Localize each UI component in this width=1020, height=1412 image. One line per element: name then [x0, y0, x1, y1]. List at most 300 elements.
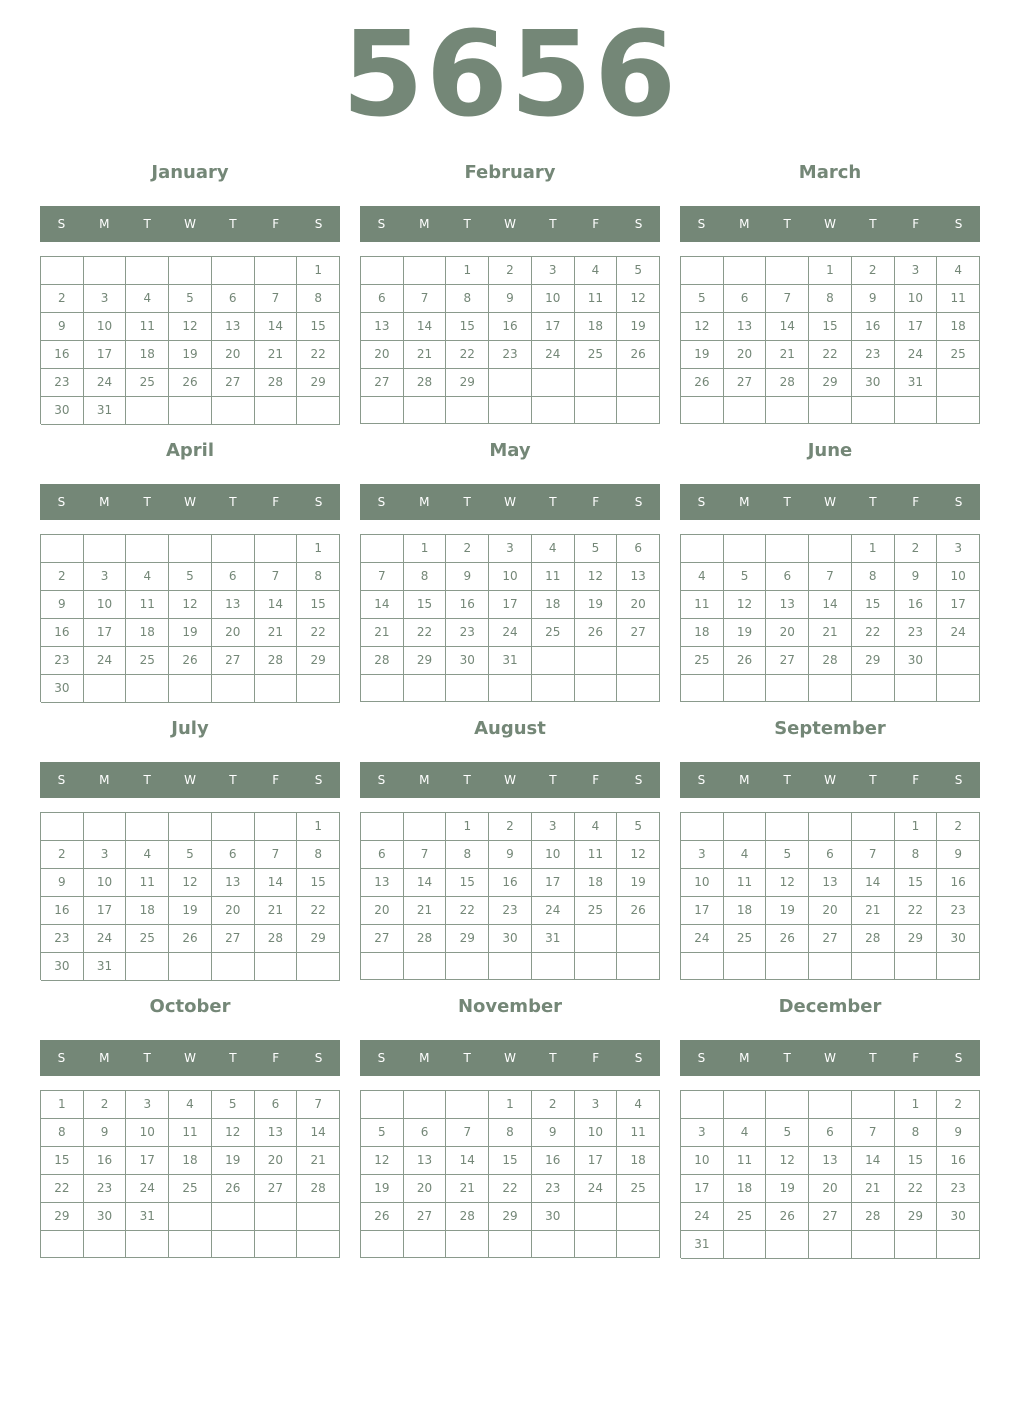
day-cell: 19 [766, 1175, 809, 1203]
day-cell: 21 [446, 1175, 489, 1203]
day-cell: 16 [532, 1147, 575, 1175]
day-cell: 5 [575, 535, 618, 563]
day-cell [126, 813, 169, 841]
day-cell: 31 [489, 647, 532, 675]
day-cell: 3 [895, 257, 938, 285]
day-cell: 17 [84, 341, 127, 369]
weekday-label: T [229, 773, 237, 787]
weekday-label: T [229, 1051, 237, 1065]
day-cell: 24 [84, 925, 127, 953]
day-cell [937, 647, 980, 675]
weekday-header [680, 1040, 980, 1076]
day-cell [724, 1091, 767, 1119]
day-cell: 25 [575, 341, 618, 369]
day-cell: 6 [404, 1119, 447, 1147]
day-cell: 3 [84, 285, 127, 313]
day-cell: 29 [404, 647, 447, 675]
day-cell [852, 675, 895, 702]
weekday-label: T [549, 217, 557, 231]
day-cell: 16 [41, 897, 84, 925]
day-cell: 14 [404, 869, 447, 897]
day-cell [617, 953, 660, 980]
day-cell: 27 [212, 647, 255, 675]
weekday-label: S [314, 217, 323, 231]
day-cell [575, 369, 618, 397]
day-cell [937, 1231, 980, 1259]
day-grid [40, 256, 340, 424]
weekday-label: T [463, 495, 471, 509]
day-cell [766, 535, 809, 563]
day-cell [446, 1091, 489, 1119]
day-cell: 23 [852, 341, 895, 369]
day-cell [255, 675, 298, 703]
weekday-header [680, 762, 980, 798]
day-cell: 8 [489, 1119, 532, 1147]
day-cell: 23 [41, 369, 84, 397]
day-cell: 30 [895, 647, 938, 675]
day-cell: 3 [84, 841, 127, 869]
day-cell [297, 675, 340, 703]
weekday-label: S [377, 773, 386, 787]
weekday-label: T [549, 1051, 557, 1065]
day-cell [297, 953, 340, 981]
day-cell: 17 [84, 619, 127, 647]
day-cell: 14 [446, 1147, 489, 1175]
weekday-label: S [57, 1051, 66, 1065]
month-name: August [474, 718, 546, 739]
day-cell: 17 [895, 313, 938, 341]
day-cell: 30 [446, 647, 489, 675]
day-cell: 7 [766, 285, 809, 313]
day-cell [404, 1231, 447, 1258]
day-cell: 22 [41, 1175, 84, 1203]
day-cell: 1 [489, 1091, 532, 1119]
day-cell: 19 [169, 619, 212, 647]
weekday-header [680, 484, 980, 520]
day-cell [41, 257, 84, 285]
day-cell: 6 [809, 841, 852, 869]
weekday-label: T [463, 217, 471, 231]
weekday-label: T [869, 1051, 877, 1065]
day-cell [212, 257, 255, 285]
day-cell: 28 [361, 647, 404, 675]
day-cell: 14 [297, 1119, 340, 1147]
day-cell: 13 [809, 869, 852, 897]
day-cell: 2 [532, 1091, 575, 1119]
weekday-label: W [824, 217, 836, 231]
day-cell: 7 [404, 285, 447, 313]
day-cell [84, 813, 127, 841]
day-cell [361, 1091, 404, 1119]
day-cell: 1 [852, 535, 895, 563]
day-cell: 17 [681, 897, 724, 925]
day-cell [809, 953, 852, 980]
day-cell: 28 [852, 1203, 895, 1231]
day-cell: 30 [532, 1203, 575, 1231]
day-cell: 12 [169, 313, 212, 341]
day-cell: 24 [84, 647, 127, 675]
day-cell: 31 [84, 953, 127, 981]
day-cell: 29 [489, 1203, 532, 1231]
weekday-label: M [419, 217, 430, 231]
month-name: April [165, 440, 215, 461]
day-cell [766, 953, 809, 980]
day-cell: 11 [126, 591, 169, 619]
weekday-label: S [634, 1051, 643, 1065]
day-cell: 13 [617, 563, 660, 591]
day-cell: 30 [489, 925, 532, 953]
day-cell: 2 [41, 563, 84, 591]
day-cell: 2 [489, 257, 532, 285]
day-cell: 3 [681, 1119, 724, 1147]
day-grid [360, 1090, 660, 1258]
day-cell: 25 [575, 897, 618, 925]
day-cell [126, 675, 169, 703]
day-cell [809, 535, 852, 563]
day-cell [532, 675, 575, 702]
day-cell: 9 [937, 841, 980, 869]
day-cell: 20 [724, 341, 767, 369]
weekday-label: F [912, 495, 920, 509]
day-cell [895, 1231, 938, 1259]
day-cell: 17 [575, 1147, 618, 1175]
day-cell: 26 [681, 369, 724, 397]
weekday-label: F [912, 217, 920, 231]
day-cell [617, 397, 660, 424]
weekday-label: F [592, 217, 600, 231]
day-cell: 18 [575, 869, 618, 897]
weekday-label: M [739, 495, 750, 509]
day-cell: 29 [297, 647, 340, 675]
day-cell [681, 1091, 724, 1119]
weekday-label: M [99, 217, 110, 231]
day-cell: 24 [126, 1175, 169, 1203]
day-cell: 4 [575, 257, 618, 285]
day-cell [404, 813, 447, 841]
weekday-label: S [697, 217, 706, 231]
day-cell: 7 [255, 285, 298, 313]
day-cell [937, 953, 980, 980]
day-cell: 17 [489, 591, 532, 619]
day-cell [169, 257, 212, 285]
day-cell: 5 [766, 1119, 809, 1147]
day-cell: 5 [766, 841, 809, 869]
weekday-label: W [184, 1051, 196, 1065]
day-cell: 31 [681, 1231, 724, 1259]
day-cell [532, 397, 575, 424]
day-cell: 15 [809, 313, 852, 341]
day-cell: 18 [169, 1147, 212, 1175]
day-cell: 9 [489, 285, 532, 313]
weekday-label: F [592, 773, 600, 787]
day-cell: 22 [895, 1175, 938, 1203]
day-cell: 28 [404, 925, 447, 953]
day-cell: 7 [404, 841, 447, 869]
day-cell: 14 [852, 1147, 895, 1175]
day-cell [617, 369, 660, 397]
day-cell [895, 953, 938, 980]
weekday-label: T [783, 1051, 791, 1065]
day-cell: 12 [361, 1147, 404, 1175]
day-cell: 16 [852, 313, 895, 341]
day-cell: 6 [361, 841, 404, 869]
day-cell: 17 [937, 591, 980, 619]
day-cell: 5 [212, 1091, 255, 1119]
weekday-label: F [912, 773, 920, 787]
weekday-label: F [912, 1051, 920, 1065]
day-cell: 2 [852, 257, 895, 285]
day-cell [446, 675, 489, 702]
day-cell: 15 [895, 1147, 938, 1175]
day-cell [617, 925, 660, 953]
day-cell: 10 [681, 1147, 724, 1175]
day-cell: 17 [532, 869, 575, 897]
day-cell: 9 [84, 1119, 127, 1147]
day-cell: 6 [809, 1119, 852, 1147]
day-cell: 8 [895, 841, 938, 869]
weekday-label: S [634, 217, 643, 231]
weekday-label: F [272, 217, 280, 231]
day-cell: 10 [126, 1119, 169, 1147]
day-cell: 12 [766, 869, 809, 897]
day-cell [681, 535, 724, 563]
weekday-label: M [419, 773, 430, 787]
weekday-label: M [739, 1051, 750, 1065]
day-cell [169, 1231, 212, 1258]
weekday-label: M [419, 1051, 430, 1065]
day-cell: 10 [532, 841, 575, 869]
day-cell: 7 [255, 841, 298, 869]
day-grid [360, 534, 660, 702]
day-cell: 19 [212, 1147, 255, 1175]
day-grid [40, 1090, 340, 1258]
day-cell: 11 [575, 841, 618, 869]
day-cell: 14 [852, 869, 895, 897]
day-cell: 23 [41, 647, 84, 675]
day-cell: 26 [617, 897, 660, 925]
day-cell: 2 [41, 285, 84, 313]
day-cell: 26 [361, 1203, 404, 1231]
day-cell: 4 [575, 813, 618, 841]
day-cell [575, 397, 618, 424]
weekday-label: S [314, 773, 323, 787]
day-cell [126, 953, 169, 981]
weekday-label: T [869, 773, 877, 787]
day-cell: 10 [575, 1119, 618, 1147]
day-cell: 26 [766, 1203, 809, 1231]
day-cell: 16 [41, 341, 84, 369]
day-cell: 30 [852, 369, 895, 397]
weekday-label: F [272, 773, 280, 787]
day-cell: 14 [809, 591, 852, 619]
day-cell: 26 [169, 369, 212, 397]
day-cell: 16 [489, 869, 532, 897]
day-cell: 13 [212, 313, 255, 341]
day-cell: 1 [446, 813, 489, 841]
weekday-header [40, 762, 340, 798]
day-cell: 23 [937, 1175, 980, 1203]
day-cell: 7 [446, 1119, 489, 1147]
day-cell: 15 [297, 313, 340, 341]
day-cell [681, 675, 724, 702]
day-cell: 10 [84, 869, 127, 897]
day-cell: 2 [41, 841, 84, 869]
day-cell: 15 [489, 1147, 532, 1175]
day-cell: 24 [84, 369, 127, 397]
day-cell: 13 [212, 869, 255, 897]
day-cell: 19 [361, 1175, 404, 1203]
day-cell [41, 813, 84, 841]
weekday-label: W [184, 495, 196, 509]
day-cell: 23 [532, 1175, 575, 1203]
day-cell: 21 [255, 897, 298, 925]
day-cell: 16 [937, 1147, 980, 1175]
day-cell: 6 [212, 285, 255, 313]
day-cell: 9 [489, 841, 532, 869]
day-cell: 20 [809, 1175, 852, 1203]
day-cell [937, 369, 980, 397]
day-cell: 19 [766, 897, 809, 925]
day-cell: 19 [169, 341, 212, 369]
day-cell [575, 1203, 618, 1231]
day-cell: 3 [532, 257, 575, 285]
day-cell [212, 675, 255, 703]
day-cell: 31 [126, 1203, 169, 1231]
day-cell: 22 [809, 341, 852, 369]
day-cell: 18 [937, 313, 980, 341]
day-cell: 16 [937, 869, 980, 897]
day-cell: 1 [446, 257, 489, 285]
day-cell: 20 [255, 1147, 298, 1175]
day-cell: 3 [937, 535, 980, 563]
day-cell: 28 [255, 647, 298, 675]
day-cell: 20 [212, 897, 255, 925]
day-cell: 10 [489, 563, 532, 591]
day-cell: 16 [489, 313, 532, 341]
weekday-label: T [549, 773, 557, 787]
day-grid [680, 256, 980, 424]
day-cell: 22 [852, 619, 895, 647]
day-cell [852, 813, 895, 841]
day-cell: 25 [532, 619, 575, 647]
day-cell [766, 257, 809, 285]
day-grid [680, 1090, 980, 1258]
day-cell: 10 [681, 869, 724, 897]
day-cell [84, 675, 127, 703]
day-cell: 9 [41, 591, 84, 619]
day-cell: 6 [724, 285, 767, 313]
day-cell [297, 1231, 340, 1258]
day-cell: 4 [724, 841, 767, 869]
day-cell: 12 [617, 841, 660, 869]
day-cell: 20 [212, 619, 255, 647]
day-cell: 12 [766, 1147, 809, 1175]
day-cell: 2 [446, 535, 489, 563]
day-cell: 4 [724, 1119, 767, 1147]
day-grid [680, 534, 980, 702]
day-cell [255, 813, 298, 841]
day-cell: 5 [617, 813, 660, 841]
day-cell: 26 [766, 925, 809, 953]
day-cell [169, 397, 212, 425]
day-cell [766, 1091, 809, 1119]
weekday-label: T [143, 773, 151, 787]
weekday-label: S [697, 495, 706, 509]
day-cell: 15 [404, 591, 447, 619]
day-cell: 17 [532, 313, 575, 341]
day-cell: 22 [404, 619, 447, 647]
day-cell: 12 [212, 1119, 255, 1147]
day-cell [724, 397, 767, 424]
day-cell: 24 [937, 619, 980, 647]
day-cell [361, 257, 404, 285]
day-cell: 23 [446, 619, 489, 647]
day-cell: 8 [446, 841, 489, 869]
day-cell: 5 [169, 841, 212, 869]
day-cell: 18 [724, 1175, 767, 1203]
day-cell: 4 [681, 563, 724, 591]
day-cell: 9 [532, 1119, 575, 1147]
day-cell: 20 [617, 591, 660, 619]
day-cell [895, 675, 938, 702]
day-cell: 4 [126, 285, 169, 313]
day-cell: 22 [297, 619, 340, 647]
day-cell [532, 647, 575, 675]
day-cell [361, 953, 404, 980]
day-cell [575, 1231, 618, 1258]
day-cell: 21 [809, 619, 852, 647]
day-cell: 11 [617, 1119, 660, 1147]
day-cell [766, 1231, 809, 1259]
day-cell: 29 [446, 925, 489, 953]
day-cell: 11 [724, 1147, 767, 1175]
day-cell: 14 [766, 313, 809, 341]
weekday-label: W [824, 1051, 836, 1065]
day-cell: 10 [895, 285, 938, 313]
day-cell: 5 [169, 285, 212, 313]
day-cell [724, 953, 767, 980]
day-cell: 10 [84, 591, 127, 619]
day-cell: 4 [126, 841, 169, 869]
day-cell: 13 [212, 591, 255, 619]
day-cell: 21 [297, 1147, 340, 1175]
day-cell: 8 [895, 1119, 938, 1147]
day-cell [852, 1231, 895, 1259]
day-cell: 27 [617, 619, 660, 647]
day-cell: 1 [895, 813, 938, 841]
day-cell: 18 [575, 313, 618, 341]
weekday-label: S [57, 217, 66, 231]
day-cell: 3 [84, 563, 127, 591]
day-cell: 16 [895, 591, 938, 619]
day-cell: 18 [532, 591, 575, 619]
day-cell: 3 [126, 1091, 169, 1119]
day-cell: 19 [617, 869, 660, 897]
month-name: December [778, 996, 882, 1017]
day-cell [489, 675, 532, 702]
day-grid [360, 812, 660, 980]
day-cell [126, 535, 169, 563]
day-cell [766, 675, 809, 702]
weekday-label: T [869, 217, 877, 231]
day-cell [212, 1203, 255, 1231]
day-cell [766, 397, 809, 424]
weekday-label: M [99, 495, 110, 509]
day-cell: 12 [169, 869, 212, 897]
day-cell: 12 [681, 313, 724, 341]
day-cell [404, 257, 447, 285]
day-cell: 21 [404, 897, 447, 925]
